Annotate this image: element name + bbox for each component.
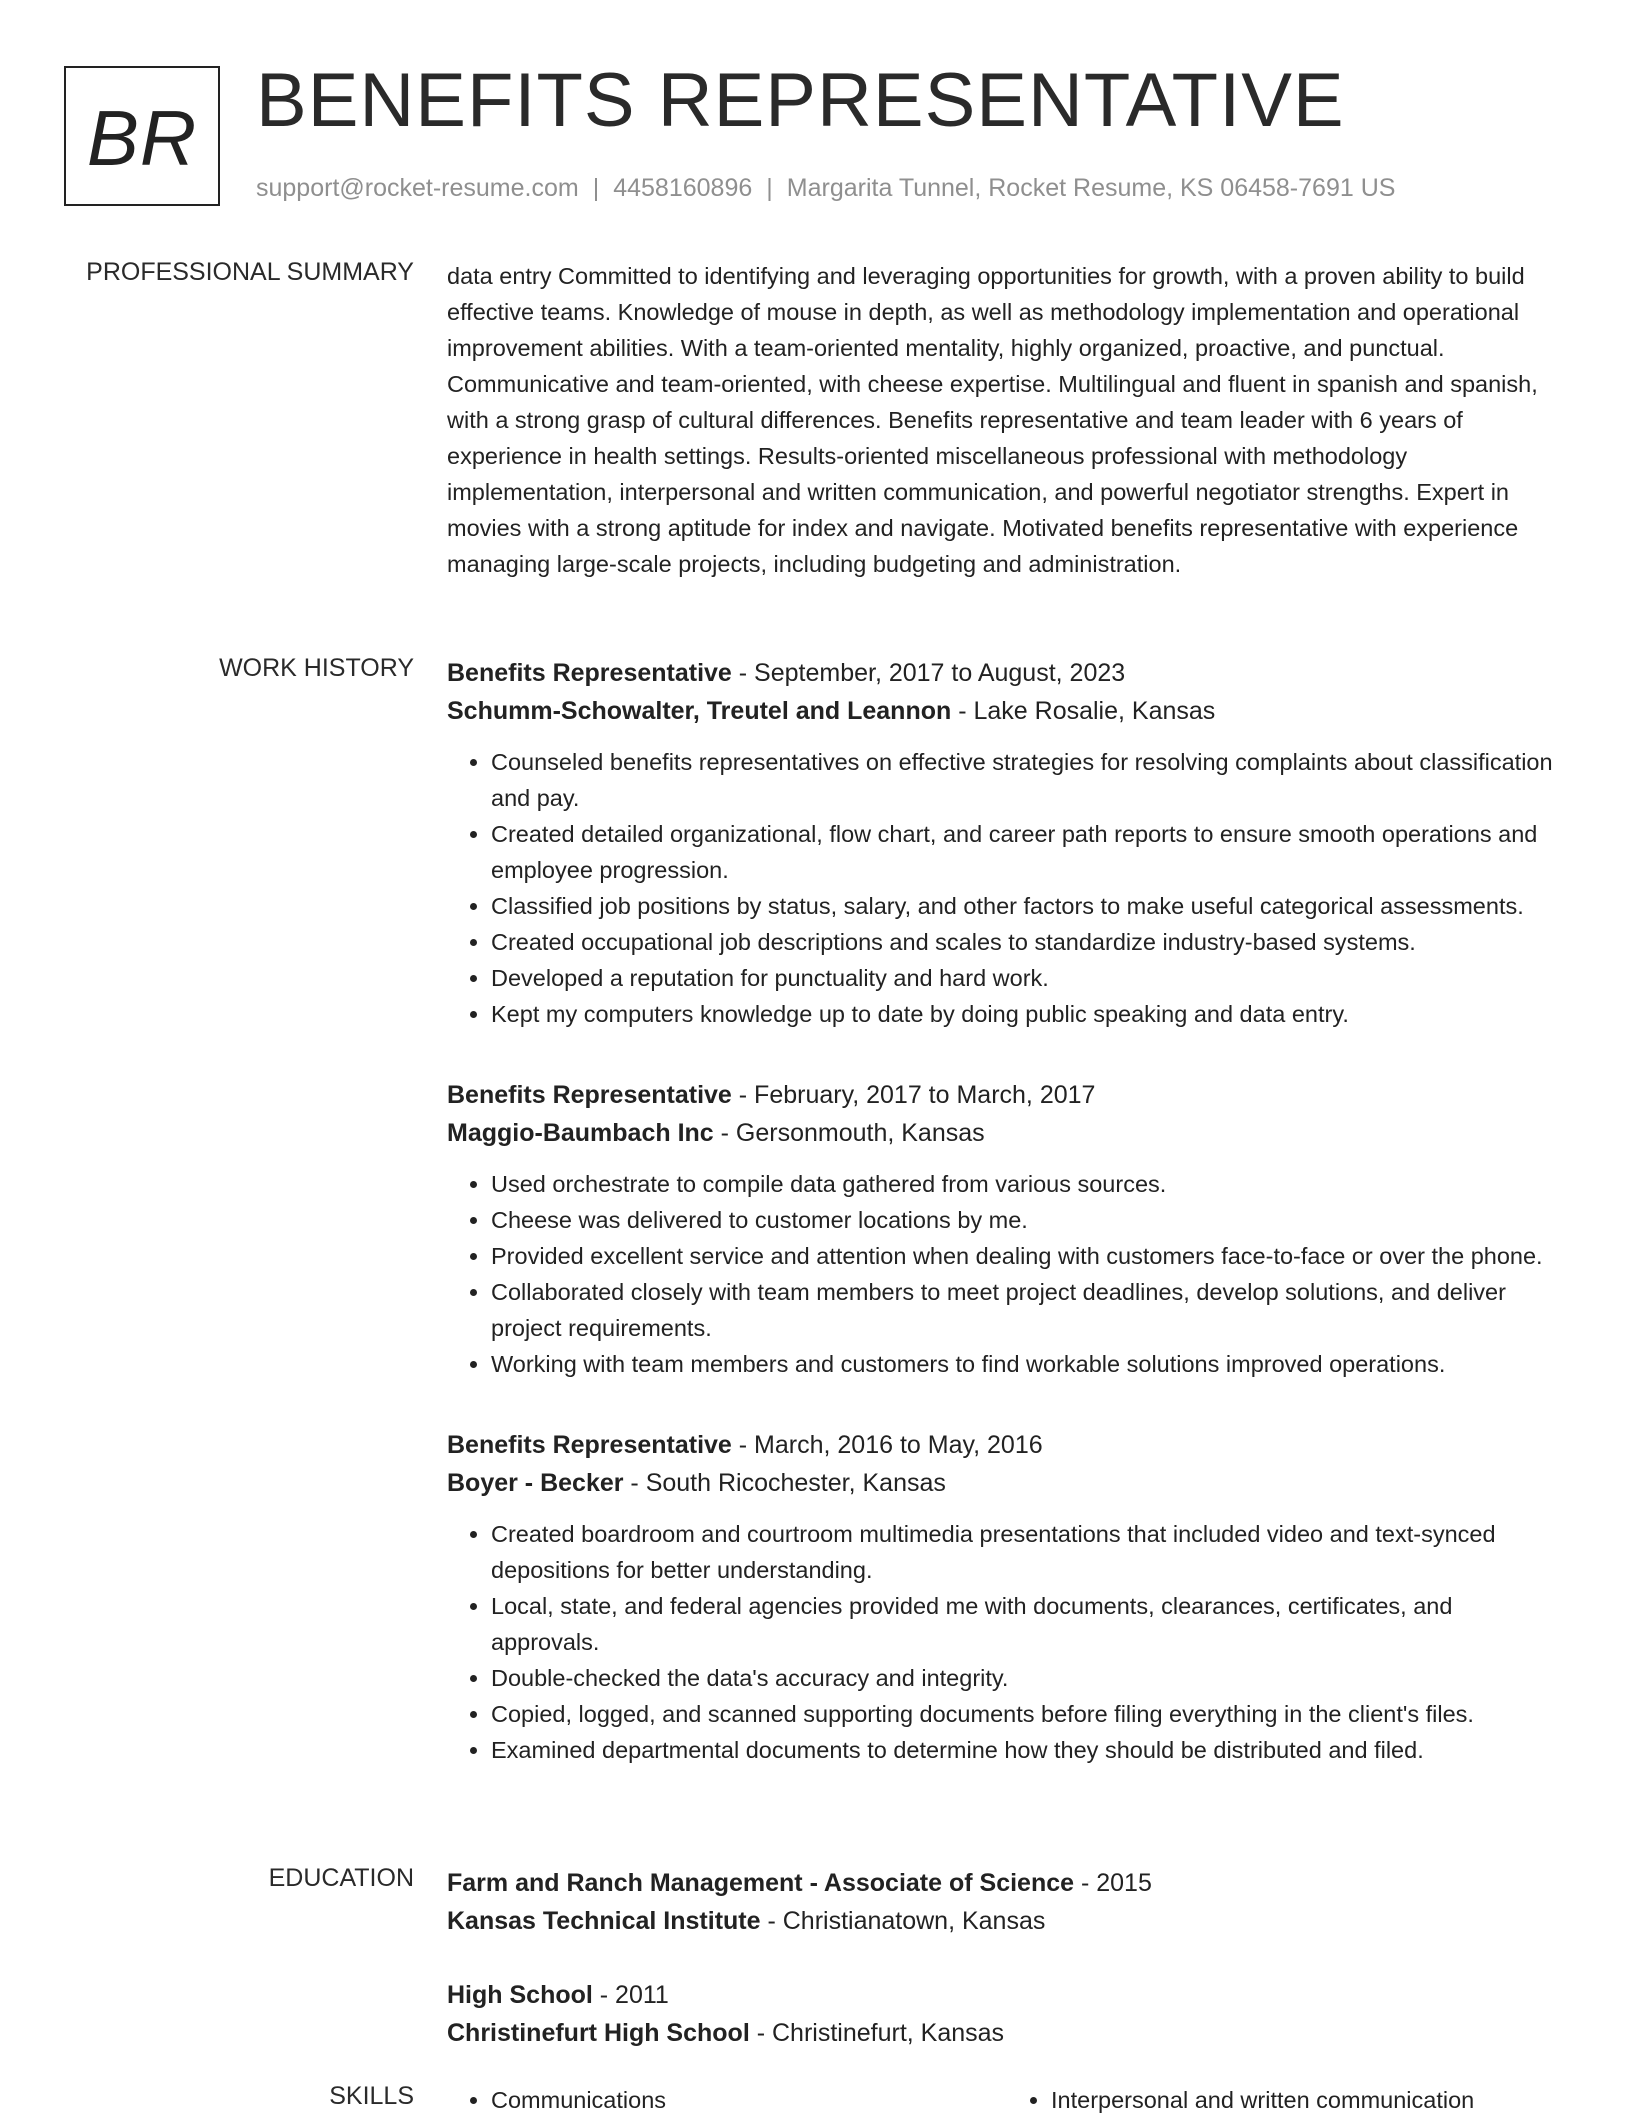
job-bullets <box>447 1516 1567 1768</box>
contact-separator: | <box>766 174 773 202</box>
job-company-line <box>447 1114 1567 1152</box>
job-bullet: • Examined departmental documents to determine how they should be distributed and filed. <box>491 1732 1567 1768</box>
job-title-line <box>447 1076 1567 1114</box>
job-bullet: • Created boardroom and courtroom multimedia presentations that included video and text-synced depositions for better understanding. <box>491 1516 1567 1588</box>
education-entry <box>447 1864 1567 1940</box>
education-location: - Christinefurt, Kansas <box>749 2019 1005 2047</box>
resume-title: BENEFITS REPRESENTATIVE <box>256 58 1345 143</box>
education-school-line <box>447 1902 1567 1940</box>
education-degree: High School <box>447 1981 593 2009</box>
job-company-line <box>447 692 1567 730</box>
job-entry <box>447 654 1567 1032</box>
section-label-skills: SKILLS <box>329 2082 414 2110</box>
education-degree: Farm and Ranch Management - Associate of Science <box>447 1869 1075 1897</box>
job-company: Boyer - Becker <box>447 1469 624 1497</box>
job-bullet: • Local, state, and federal agencies provided me with documents, clearances, certificates, and approvals. <box>491 1588 1567 1660</box>
job-dates: - September, 2017 to August, 2023 <box>731 659 1126 687</box>
job-company: Schumm-Schowalter, Treutel and Leannon <box>447 697 952 725</box>
education-school: Kansas Technical Institute <box>447 1907 761 1935</box>
education-degree-line <box>447 1976 1567 2014</box>
job-entry <box>447 1426 1567 1768</box>
education-year: - 2015 <box>1074 1869 1152 1897</box>
job-bullet: • Cheese was delivered to customer locations by me. <box>491 1202 1567 1238</box>
contact-address: Margarita Tunnel, Rocket Resume, KS 06458-7691 US <box>786 174 1396 202</box>
job-bullet: • Working with team members and customers to find workable solutions improved operations. <box>491 1346 1567 1382</box>
job-bullet: • Copied, logged, and scanned supporting documents before filing everything in the client's files. <box>491 1696 1567 1732</box>
contact-line <box>256 174 1395 203</box>
monogram-initials: BR <box>86 93 198 182</box>
job-bullet: • Used orchestrate to compile data gathered from various sources. <box>491 1166 1567 1202</box>
job-bullet: • Counseled benefits representatives on effective strategies for resolving complaints about classification and pay. <box>491 744 1567 816</box>
education-school-line <box>447 2014 1567 2052</box>
monogram-box <box>64 66 220 206</box>
job-title: Benefits Representative <box>447 1081 732 1109</box>
job-bullet: • Created detailed organizational, flow chart, and career path reports to ensure smooth operations and employee progression. <box>491 816 1567 888</box>
job-bullet: • Double-checked the data's accuracy and integrity. <box>491 1660 1567 1696</box>
job-bullets <box>447 744 1567 1032</box>
job-dates: - February, 2017 to March, 2017 <box>731 1081 1096 1109</box>
job-title-line <box>447 654 1567 692</box>
skills-column-right <box>1007 2082 1567 2118</box>
section-label-education: EDUCATION <box>268 1864 414 1892</box>
contact-email[interactable]: support@rocket-resume.com <box>256 174 579 202</box>
job-title: Benefits Representative <box>447 659 732 687</box>
job-title-line <box>447 1426 1567 1464</box>
job-bullet: • Collaborated closely with team members to meet project deadlines, develop solutions, and deliver project requirements. <box>491 1274 1567 1346</box>
skills-column-left <box>447 2082 1007 2118</box>
job-bullet: • Created occupational job descriptions and scales to standardize industry-based systems. <box>491 924 1567 960</box>
job-bullet: • Provided excellent service and attention when dealing with customers face-to-face or over the phone. <box>491 1238 1567 1274</box>
job-company: Maggio-Baumbach Inc <box>447 1119 714 1147</box>
section-label-summary: PROFESSIONAL SUMMARY <box>86 258 414 286</box>
education-degree-line <box>447 1864 1567 1902</box>
skill-item: • Communications <box>491 2082 1007 2118</box>
job-bullet: • Kept my computers knowledge up to date by doing public speaking and data entry. <box>491 996 1567 1032</box>
education-school: Christinefurt High School <box>447 2019 750 2047</box>
job-location: - South Ricochester, Kansas <box>623 1469 946 1497</box>
job-company-line <box>447 1464 1567 1502</box>
education-entry <box>447 1976 1567 2052</box>
education-location: - Christianatown, Kansas <box>760 1907 1046 1935</box>
job-bullet: • Classified job positions by status, salary, and other factors to make useful categorical assessments. <box>491 888 1567 924</box>
job-location: - Gersonmouth, Kansas <box>713 1119 985 1147</box>
contact-phone[interactable]: 4458160896 <box>613 174 753 202</box>
job-title: Benefits Representative <box>447 1431 732 1459</box>
section-label-work-history: WORK HISTORY <box>219 654 414 682</box>
skill-item: • Interpersonal and written communication <box>1051 2082 1567 2118</box>
job-location: - Lake Rosalie, Kansas <box>951 697 1216 725</box>
summary-text: data entry Committed to identifying and leveraging opportunities for growth, with a proven ability to build effective teams. Knowledge of mouse in depth, as well as methodology implementation and operational improvement abilities. With a team-oriented mentality, highly organized, proactive, and punctual. Communicative and team-oriented, with cheese expertise. Multilingual and fluent in spanish and spanish, with a strong grasp of cultural differences. Benefits representative and team leader with 6 years of experience in health settings. Results-oriented miscellaneous professional with methodology implementation, interpersonal and written communication, and powerful negotiator strengths. Expert in movies with a strong aptitude for index and navigate. Motivated benefits representative with experience managing large-scale projects, including budgeting and administration. <box>447 263 1538 577</box>
job-entry <box>447 1076 1567 1382</box>
skills-grid <box>447 2082 1567 2118</box>
job-bullets <box>447 1166 1567 1382</box>
education-year: - 2011 <box>592 1981 669 2009</box>
job-dates: - March, 2016 to May, 2016 <box>731 1431 1043 1459</box>
job-bullet: • Developed a reputation for punctuality and hard work. <box>491 960 1567 996</box>
contact-separator: | <box>592 174 600 202</box>
